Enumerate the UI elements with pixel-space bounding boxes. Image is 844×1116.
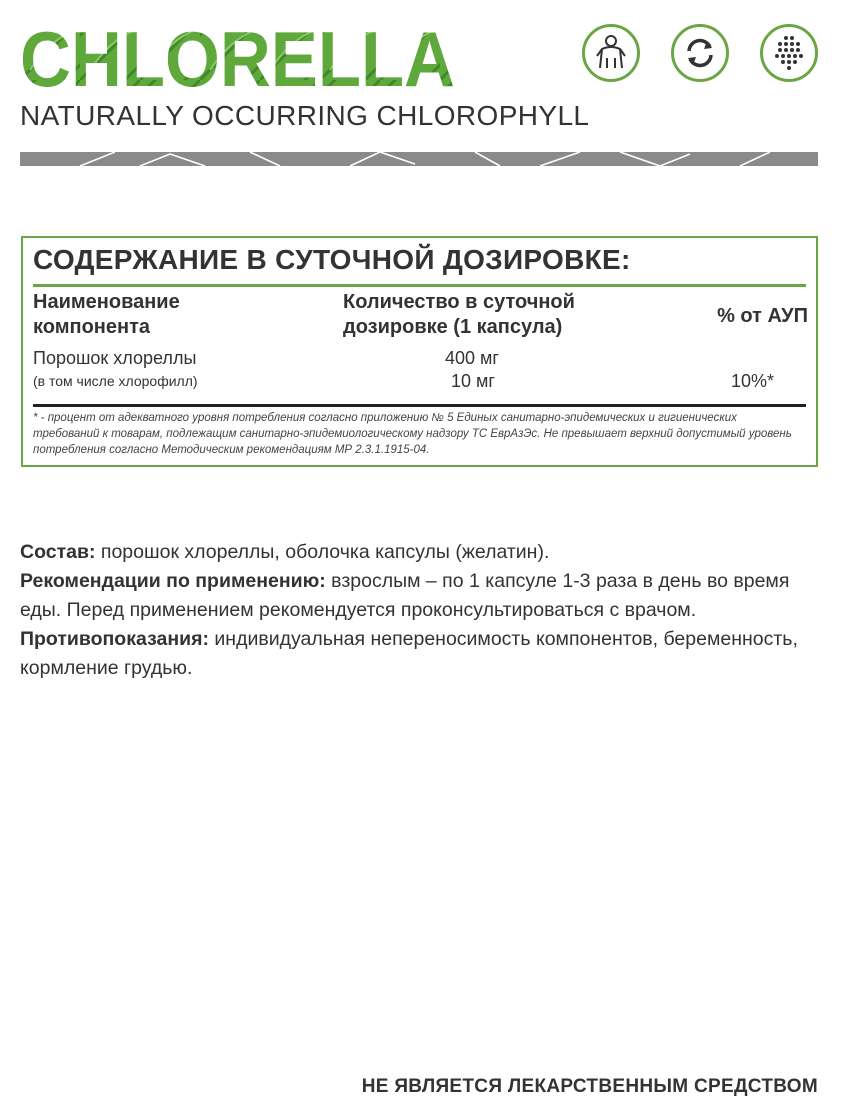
column-header-amount: Количество в суточной дозировке (1 капсула) [343, 291, 575, 338]
usage-text: взрослым – по 1 капсуле 1-3 раза в день во время еды. Перед применением рекомендуется проконсультироваться с врачом. [20, 570, 790, 621]
row-percent-chlorophyll: 10%* [731, 371, 775, 391]
chlorella-logo [20, 20, 460, 96]
composition-text: порошок хлореллы, оболочка капсулы (желатин). [95, 541, 550, 563]
panel-divider [33, 284, 806, 287]
logo-text: CHLORELLA [20, 20, 455, 96]
row-amount-chlorella: 400 мг [445, 348, 499, 368]
row-name-chlorophyll: (в том числе хлорофилл) [33, 373, 198, 389]
contra-text: индивидуальная непереносимость компонентов, беременность, кормление грудью. [20, 628, 798, 679]
composition-paragraph [20, 538, 820, 567]
capsule-dots-icon [760, 24, 818, 82]
composition-label: Состав: [20, 541, 96, 563]
footnote: * - процент от адекватного уровня потребления согласно приложению № 5 Единых санитарно-эпидемических и гигиенических требований к товарам, подлежащим санитарно-эпидемиологическому надзору ТС ЕврАзЭс. Не превышает верхний допустимый уровень потребления согласно Методическим рекомендациям МР 2.3.1.1915-04. [33, 412, 792, 456]
usage-label: Рекомендации по применению: [20, 570, 326, 592]
usage-paragraph [20, 567, 820, 625]
column-header-name: Наименование компонента [33, 291, 180, 338]
contra-label: Противопоказания: [20, 628, 209, 650]
product-info [20, 538, 820, 683]
contra-paragraph [20, 625, 820, 683]
not-a-medicine-note: НЕ ЯВЛЯЕТСЯ ЛЕКАРСТВЕННЫМ СРЕДСТВОМ [361, 1076, 818, 1097]
cycle-icon [671, 24, 729, 82]
panel-bottom-rule [33, 404, 806, 407]
decorative-stripe [20, 152, 818, 166]
product-subtitle: NATURALLY OCCURRING CHLOROPHYLL [20, 100, 590, 131]
panel-title: СОДЕРЖАНИЕ В СУТОЧНОЙ ДОЗИРОВКЕ: [33, 244, 631, 275]
daily-dose-panel [21, 236, 818, 467]
row-name-chlorella: Порошок хлореллы [33, 348, 197, 368]
column-header-percent: % от АУП [717, 305, 808, 327]
person-icon [582, 24, 640, 82]
row-amount-chlorophyll: 10 мг [451, 371, 495, 391]
